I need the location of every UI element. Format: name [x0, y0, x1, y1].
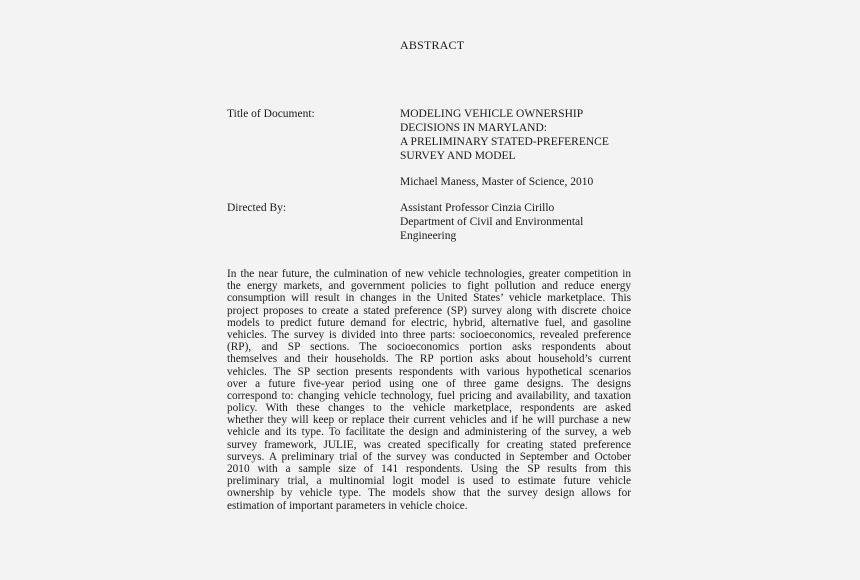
abstract-line: correspond to: changing vehicle technology, fuel pricing and availability, and taxation	[227, 389, 631, 402]
abstract-line: themselves and their households. The RP portion asks about household’s current	[227, 353, 631, 366]
abstract-line: consumption will result in changes in the United States’ vehicle marketplace. This	[227, 292, 631, 305]
document-title-line: A PRELIMINARY STATED-PREFERENCE	[400, 136, 609, 148]
director-line: Department of Civil and Environmental	[400, 216, 584, 228]
abstract-line: ownership by vehicle type. The models show that the survey design allows for	[227, 487, 631, 500]
document-title-line: MODELING VEHICLE OWNERSHIP	[400, 108, 584, 120]
abstract-line: vehicles. The survey is divided into three parts: socioeconomics, revealed preference	[227, 328, 631, 341]
abstract-line: over a future five-year period using one of three game designs. The designs	[227, 377, 631, 390]
document-title-line: SURVEY AND MODEL	[400, 150, 516, 162]
document-title	[400, 107, 609, 163]
abstract-line: vehicles. The SP section presents respondents with various hypothetical scenarios	[227, 365, 631, 378]
abstract-line: In the near future, the culmination of new vehicle technologies, greater competition in	[227, 268, 631, 280]
abstract-line: whether they will keep or replace their current vehicles and if he will purchase a new	[227, 414, 631, 427]
abstract-line: 2010 with a sample size of 141 respondents. Using the SP results from this	[227, 463, 631, 475]
abstract-line: policy. With these changes to the vehicle marketplace, respondents are asked	[227, 402, 631, 415]
title-of-document-label: Title of Document:	[227, 108, 315, 120]
director-info	[400, 201, 583, 243]
director-line: Engineering	[400, 230, 457, 242]
abstract-line: project proposes to create a stated preference (SP) survey along with discrete choice	[227, 304, 631, 317]
directed-by-label: Directed By:	[227, 202, 287, 214]
abstract-line: models to predict future demand for electric, hybrid, alternative fuel, and gasoline	[227, 316, 631, 329]
abstract-line: preliminary trial, a multinomial logit model is used to estimate future vehicle	[227, 475, 631, 488]
abstract-line: the energy markets, and government policies to fight pollution and reduce energy	[227, 280, 631, 293]
abstract-line: (RP), and SP sections. The socioeconomics portion asks respondents about	[227, 341, 631, 354]
abstract-line: estimation of important parameters in vehicle choice.	[227, 499, 468, 512]
document-title-line: DECISIONS IN MARYLAND:	[400, 122, 547, 134]
author-line: Michael Maness, Master of Science, 2010	[400, 176, 594, 188]
abstract-line: vehicle and its type. To facilitate the design and administering of the survey, a web	[227, 426, 631, 439]
abstract-body	[227, 268, 631, 512]
abstract-line: survey framework, JULIE, was created specifically for creating stated preference	[227, 438, 631, 451]
director-line: Assistant Professor Cinzia Cirillo	[400, 202, 555, 214]
abstract-heading: ABSTRACT	[400, 38, 465, 52]
abstract-line: surveys. A preliminary trial of the survey was conducted in September and October	[227, 450, 631, 463]
